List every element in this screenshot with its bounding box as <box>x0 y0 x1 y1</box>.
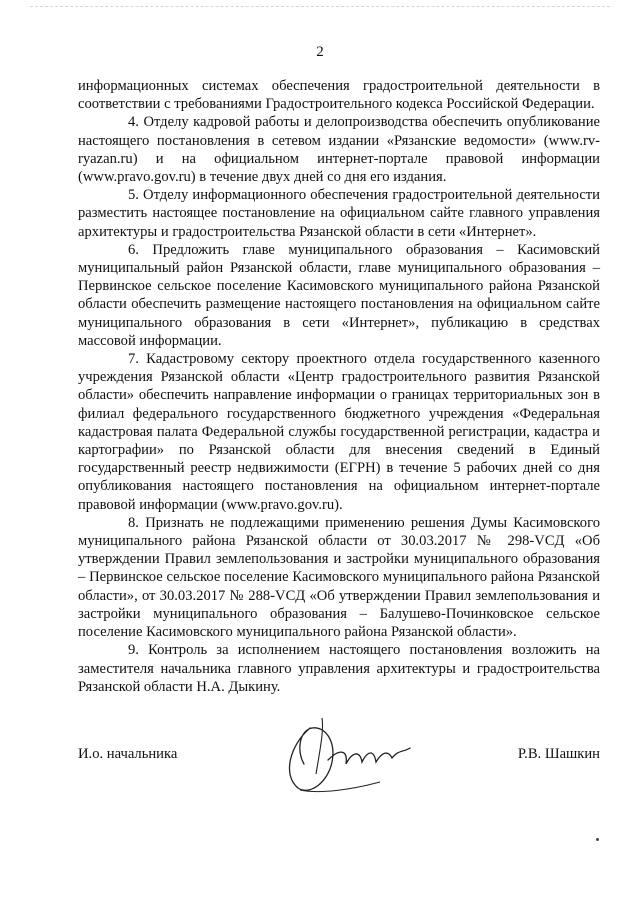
signatory-name: Р.В. Шашкин <box>517 746 600 762</box>
handwritten-signature <box>270 690 420 800</box>
scan-top-edge <box>30 6 610 8</box>
scan-dot <box>596 838 599 841</box>
paragraph-7: 7. Кадастровому сектору проектного отдела государственного казенного учреждения Рязанской области «Центр градостроительного развития Рязанской области» обеспечить направление информации о границах территориальных зон в филиал федерального государственного бюджетного учреждения «Федеральная кадастровая палата Федеральной службы государственной регистрации, кадастра и картографии» по Рязанской области для внесения сведений в Единый государственный реестр недвижимости (ЕГРН) в течение 5 рабочих дней со дня опубликования настоящего постановления на официальном интернет-портале правовой информации (www.pravo.gov.ru). <box>78 351 600 513</box>
document-body <box>78 77 600 696</box>
signature-row <box>0 746 640 766</box>
paragraph-9: 9. Контроль за исполнением настоящего постановления возложить на заместителя начальника главного управления архитектуры и градостроительства Рязанской области Н.А. Дыкину. <box>78 642 600 695</box>
paragraph-5: 5. Отделу информационного обеспечения градостроительной деятельности разместить настоящее постановление на официальном сайте главного управления архитектуры и градостроительства Рязанской области в сети «Интернет». <box>78 187 600 240</box>
paragraph-4: 4. Отделу кадровой работы и делопроизводства обеспечить опубликование настоящего постановления в сетевом издании «Рязанские ведомости» (www.rv-ryazan.ru) и на официальном интернет-портале правовой информации (www.pravo.gov.ru) в течение двух дней со дня его издания. <box>78 114 600 186</box>
paragraph-continuation: информационных системах обеспечения градостроительной деятельности в соответствии с требованиями Градостроительного кодекса Российской Федерации. <box>78 78 600 113</box>
signatory-position: И.о. начальника <box>78 746 178 762</box>
page-number: 2 <box>316 44 324 60</box>
paragraph-6: 6. Предложить главе муниципального образования – Касимовский муниципальный район Рязанской области, главе муниципального образования – Первинское сельское поселение Касимовского муниципального района Рязанской области обеспечить размещение настоящего постановления на официальном сайте муниципального образования в сети «Интернет», публикацию в средствах массовой информации. <box>78 241 600 349</box>
paragraph-8: 8. Признать не подлежащими применению решения Думы Касимовского муниципального района Рязанской области от 30.03.2017 № 298-VCД «Об утверждении Правил землепользования и застройки муниципального образования – Первинское сельское поселение Касимовского муниципального района Рязанской области», от 30.03.2017 № 288-VCД «Об утверждении Правил землепользования и застройки муниципального образования – Балушево-Починковское сельское поселение Касимовского муниципального района Рязанской области». <box>78 514 600 641</box>
